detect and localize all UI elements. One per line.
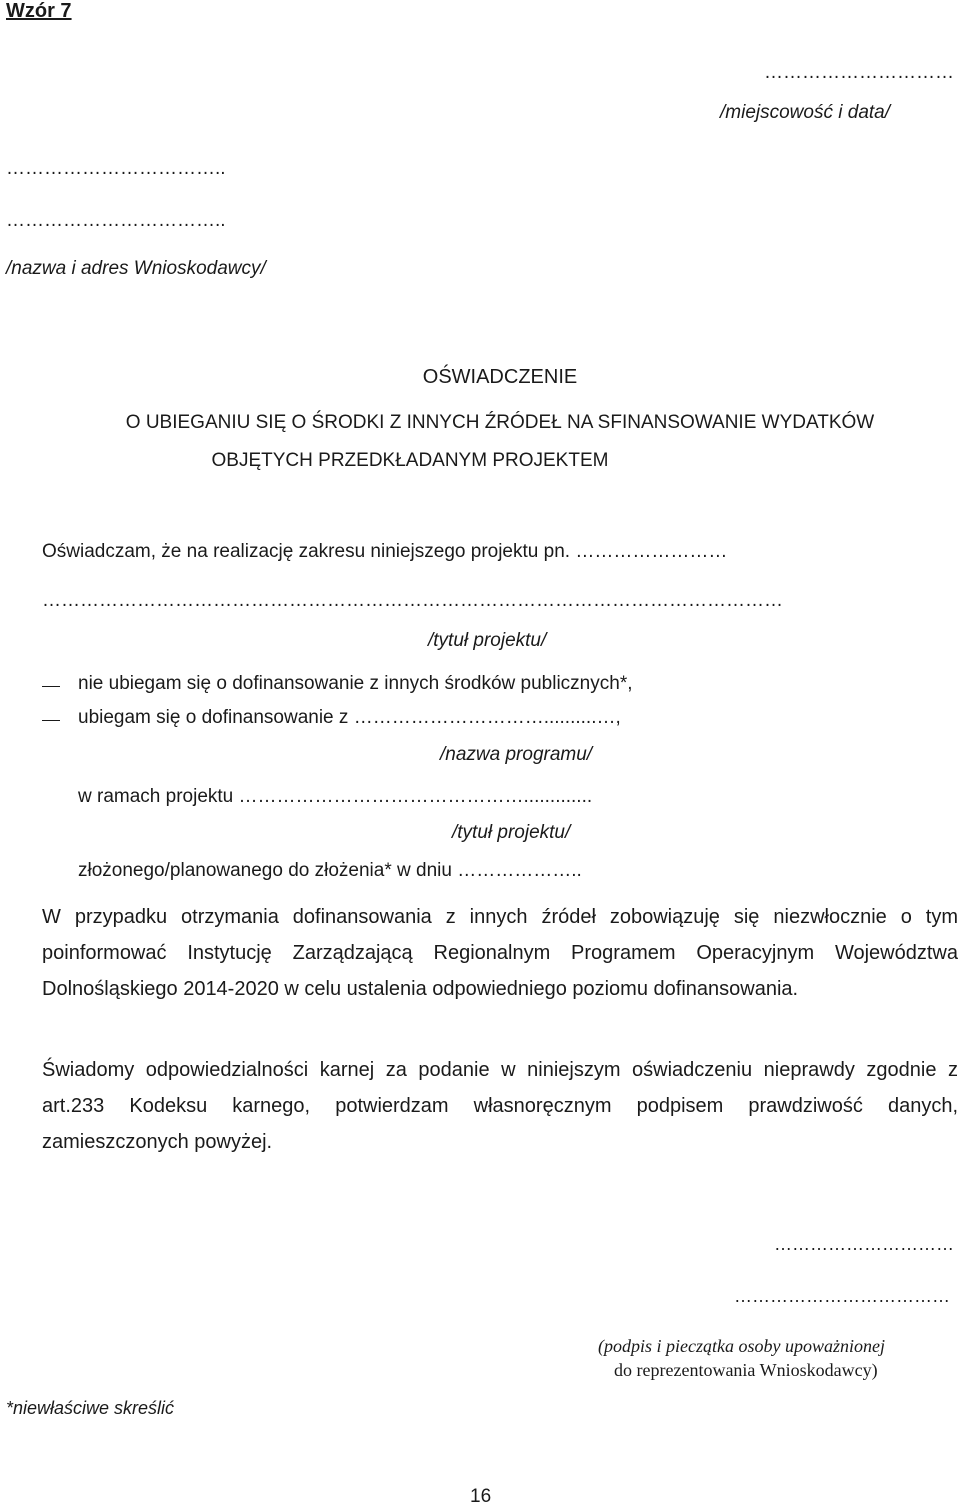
- signature-dots-2: ………………………………: [734, 1286, 950, 1306]
- footnote-strike-out: *niewłaściwe skreślić: [6, 1398, 175, 1418]
- submission-date-dots: ………………..: [457, 860, 582, 881]
- signature-caption-line1: (podpis i pieczątka osoby upoważnionej: [598, 1336, 885, 1356]
- document-subtitle-line2: OBJĘTYCH PRZEDKŁADANYM PROJEKTEM: [211, 450, 609, 471]
- option-dash-1: [42, 686, 60, 687]
- option-funding-text: ubiegam się o dofinansowanie z: [78, 707, 349, 728]
- option-dash-2: [42, 720, 60, 721]
- submission-date-text: złożonego/planowanego do złożenia* w dniu: [78, 860, 452, 881]
- within-project-line: [78, 786, 592, 808]
- program-name-caption: /nazwa programu/: [440, 744, 593, 765]
- project-title-dots-line: ………………………………………………………………………………………………………: [42, 590, 783, 611]
- document-title: OŚWIADCZENIE: [422, 366, 578, 388]
- declaration-intro-dots: ……………………: [575, 541, 728, 562]
- submission-date-line: [78, 860, 582, 882]
- within-project-dots: ……………………………………….............: [238, 786, 593, 807]
- signature-caption-line2: do reprezentowania Wnioskodawcy): [614, 1360, 878, 1380]
- option-funding-dots: …………………………..........…,: [353, 707, 621, 728]
- project-title-caption: /tytuł projektu/: [428, 630, 547, 651]
- document-subtitle-line1: O UBIEGANIU SIĘ O ŚRODKI Z INNYCH ŹRÓDEŁ NA SFINANSOWANIE WYDATKÓW: [125, 412, 875, 433]
- applicant-caption: /nazwa i adres Wnioskodawcy/: [6, 258, 266, 279]
- declaration-intro: [42, 541, 727, 563]
- option-no-funding: nie ubiegam się o dofinansowanie z innych środków publicznych*,: [78, 673, 633, 694]
- signature-dots-1: …………………………: [774, 1234, 954, 1254]
- applicant-dots-2: ……………………………..: [6, 210, 226, 231]
- template-label: Wzór 7: [6, 0, 72, 22]
- notification-paragraph: W przypadku otrzymania dofinansowania z innych źródeł zobowiązuję się niezwłocznie o tym poinformować Instytucję Zarządzającą Regionalnym Programem Operacyjnym Województwa Dolnośląskiego 2014-2020 w celu ustalenia odpowiedniego poziomu dofinansowania.: [42, 906, 958, 1000]
- declaration-intro-text: Oświadczam, że na realizację zakresu niniejszego projektu pn.: [42, 541, 571, 562]
- place-date-dots: …………………………: [764, 62, 954, 83]
- project-title-caption-2: /tytuł projektu/: [452, 822, 571, 843]
- page-number: 16: [470, 1486, 492, 1507]
- option-funding: [78, 707, 621, 729]
- place-date-caption: /miejscowość i data/: [720, 102, 891, 123]
- liability-paragraph: Świadomy odpowiedzialności karnej za podanie w niniejszym oświadczeniu nieprawdy zgodnie z art.233 Kodeksu karnego, potwierdzam własnoręcznym podpisem prawdziwość danych, zamieszczonych powyżej.: [42, 1059, 958, 1153]
- applicant-dots-1: ……………………………..: [6, 158, 226, 179]
- within-project-text: w ramach projektu: [78, 786, 234, 807]
